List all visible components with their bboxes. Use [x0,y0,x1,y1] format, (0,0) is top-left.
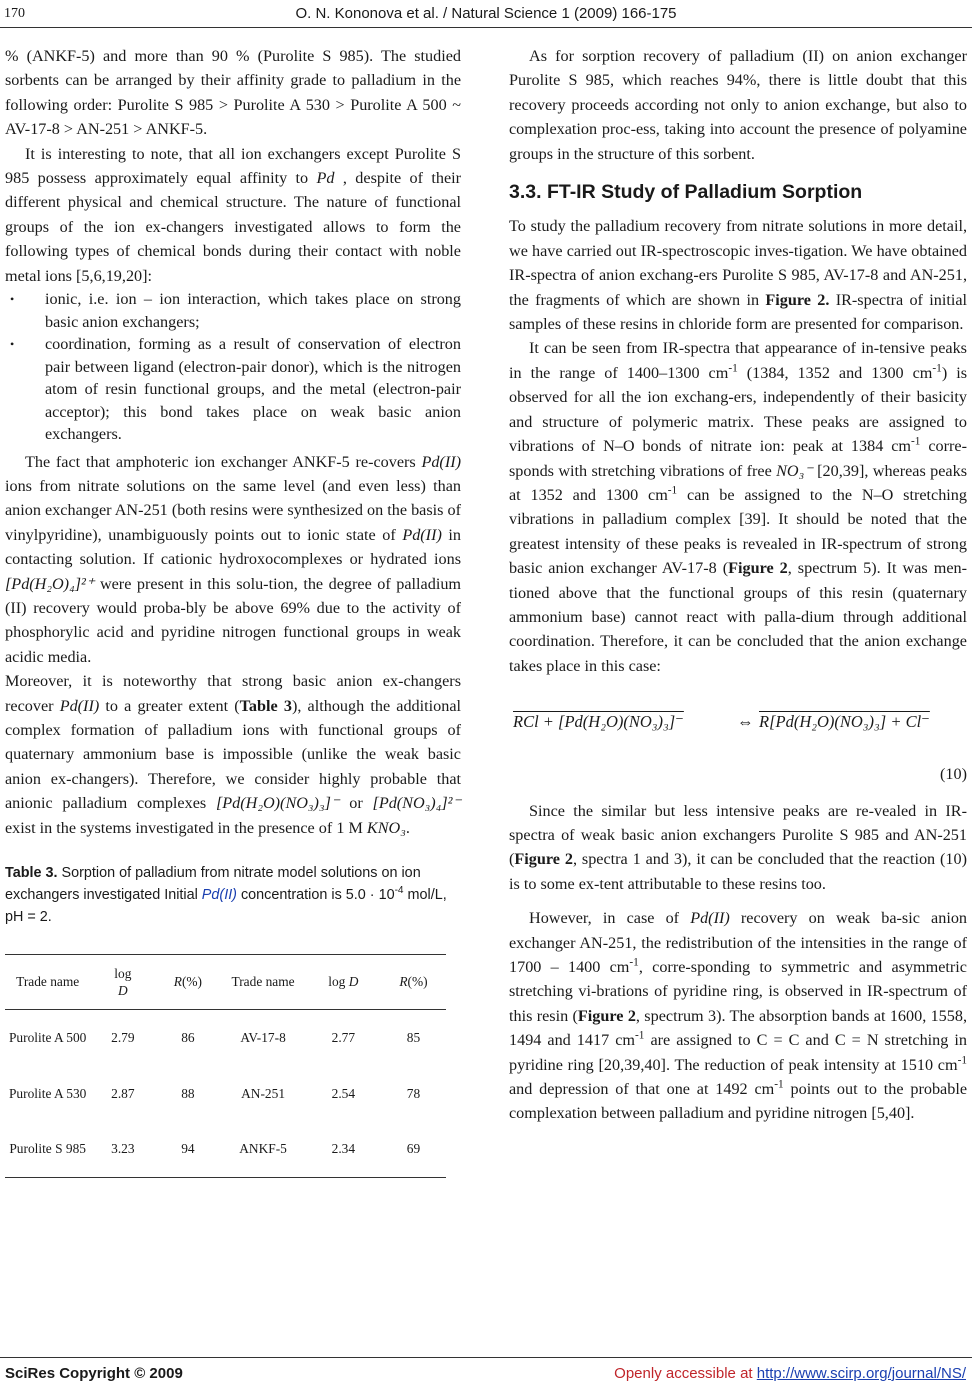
paragraph: It can be seen from IR-spectra that appearance of in-tensive peaks in the range of 1400–1300 $cm^{-1}$ (1384, 1352 and 1300 $cm^{-1}$) is observed for all the ion exchang-ers, independently of their basicity and structure of polymeric matrix. These peaks are assigned to vibrations of N–O bonds of nitrate ion: peak at 1384 $cm^{-1}$ corre-sponds with stretching vibrations of free NO₃⁻ [20,39], whereas peaks at 1352 and 1300 $cm^{-1}$ can be assigned to the N–O stretching vibrations in palladium complex [39]. It should be noted that the greatest intensity of these peaks is revealed in IR-spectrum of strong basic anion exchanger AV-17-8 (Figure 2, spectrum 5). It was men-tioned above that the functional groups of this resin (quaternary ammonium base) cannot react with palla-dium through additional coordination. Therefore, it can be concluded that the anion exchange takes place in this case: [509,339,968,675]
paragraph: Since the similar but less intensive peaks are re-vealed in IR-spectra of weak basic anion exchangers Purolite S 985 and AN-251 (Figure 2, spectra 1 and 3), it can be concluded that the reaction (10) is to some ex-tent attributable to these resins too. [509,801,967,893]
equation-number: (10) [940,765,967,784]
figure-ref[interactable]: Figure 2 [728,559,788,578]
equation-left: RCl + [Pd(H₂O)(NO₃)₃]⁻ [513,712,684,732]
right-column [509,44,967,1126]
table-3 [5,955,446,1178]
math-pd-ii: Pd(II) [421,452,461,471]
header-rule [0,27,972,28]
list-item: • coordination, forming as a result of conservation of electron pair between ligand (electron-pair donor), which is the nitrogen atom of resin functional groups, and the metal (electron-pair acceptor); this bond takes place on weak basic anion exchangers. [45,333,461,446]
left-column [5,44,461,1178]
math-kno3: KNO₃ [366,818,406,837]
open-access-note: Openly accessible at http://www.scirp.org/journal/NS/ [614,1365,966,1382]
math-pd-h2o-no3: [Pd(H₂O)(NO₃)₃]⁻ [215,794,340,813]
table-row: Purolite S 985 3.23 94 ANKF-5 2.34 69 [5,1121,446,1177]
figure-ref[interactable]: Figure 2 [577,1006,636,1025]
col-header-log-d: log D [114,965,132,998]
equation-arrow: ⇔ [737,712,754,732]
math-pd-ii: Pd(II) [690,909,730,928]
list-item: • ionic, i.e. ion – ion interaction, which takes place on strong basic anion exchangers; [45,288,461,333]
table-header-row [5,955,446,1009]
bullet-list [5,288,461,446]
math-pd-ii: Pd(II) [402,525,442,544]
footer-rule [0,1357,972,1358]
math-pd-no3-4: [Pd(NO₃)₄]²⁻ [372,794,462,813]
col-header-r: R(%) [399,974,428,990]
paragraph: It is interesting to note, that all ion exchangers except Purolite S 985 possess approximately equal affinity to Pd , despite of their different physical and chemical structure. The nature of functional groups of the ion ex-changers investigated allows to form the following types of chemical bonds during their contact with noble metal ions [5,6,19,20]: [5,144,462,285]
journal-link[interactable]: http://www.scirp.org/journal/NS/ [756,1365,966,1382]
paragraph: However, in case of Pd(II) recovery on weak ba-sic anion exchanger AN-251, the redistribution of the intensities in the range of 1700 – 1400 $cm^{-1}$, corre-sponding to symmetric and asymmetric stretching vi-brations of pyridine ring, is observed in IR-spectrum of this resin (Figure 2, spectrum 3). The absorption bands at 1600, 1558, 1494 and 1417 $cm^{-1}$ are assigned to C = C and C = N stretching in pyridine ring [20,39,40]. The reduction of peak intensity at 1510 $cm^{-1}$ and depression of that one at 1492 $cm^{-1}$ points out to the probable complexation between palladium and pyridine nitrogen [5,40]. [509,909,968,1123]
col-header-trade-name: Trade name [231,974,295,990]
figure-ref[interactable]: Figure 2. [765,290,830,309]
page-number: 170 [4,6,25,21]
col-header-r: R(%) [173,974,203,990]
section-heading: 3.3. FT-IR Study of Palladium Sorption [509,181,863,204]
table-row: Purolite A 530 2.87 88 AN-251 2.54 78 [8,1085,421,1101]
table-row: Purolite A 500 2.79 86 AV-17-8 2.77 85 [8,1029,421,1045]
math-pd-h2o4: [Pd(H₂O)₄]²⁺ [5,574,95,593]
copyright: SciRes Copyright © 2009 [5,1365,183,1382]
equation-right: R[Pd(H₂O)(NO₃)₃] + Cl⁻ [759,712,930,732]
table-3-caption: Table 3. Sorption of palladium from nitrate model solutions on ion exchangers investigated Initial Pd(II) concentration is $5.0 \cdot 10^{-4}$ mol/L, pH = 2. [5,865,447,926]
paragraph: To study the palladium recovery from nitrate solutions in more detail, we have carried out IR-spectroscopic inves-tigation. We have obtained IR-spectra of anion exchang-ers Purolite S 985, AV-17-8 and AN-251, the fragments of which are shown in Figure 2. IR-spectra of initial samples of these resins in chloride form are presented for comparison. [509,217,968,334]
figure-ref[interactable]: Figure 2 [514,850,573,869]
equation-10 [509,700,967,750]
col-header-log-d: log D [328,974,359,990]
running-title: O. N. Kononova et al. / Natural Science 1 (2009) 166-175 [295,5,677,22]
col-header-trade-name: Trade name [16,974,80,990]
paragraph: % (ANKF-5) and more than 90 % (Purolite S 985). The studied sorbents can be arranged by their affinity grade to palladium in the following order: Purolite S 985 > Purolite A 530 > Purolite A 500 ~ AV-17-8 > AN-251 > ANKF-5. [5,47,461,139]
math-pd: Pd [316,169,335,188]
math-no3-minus: NO₃⁻ [776,461,813,480]
paragraph: Moreover, it is noteworthy that strong basic anion ex-changers recover Pd(II) to a greater extent (Table 3), although the additional complex formation of palladium ions with functional groups of quaternary ammonium base is impossible (unlike the weak basic anion ex-changers). Therefore, we consider highly probable that anionic palladium complexes [Pd(H₂O)(NO₃)₃]⁻ or [Pd(NO₃)₄]²⁻ exist in the systems investigated in the presence of 1 M KNO₃. [5,672,462,837]
paragraph: As for sorption recovery of palladium (II) on anion exchanger Purolite S 985, which reaches 94%, there is little doubt that this recovery proceeds according not only to anion exchange, but also to complexation proc-ess, taking into account the presence of polyamine groups in the structure of this sorbent. [509,47,967,163]
paragraph: The fact that amphoteric ion exchanger ANKF-5 re-covers Pd(II) ions from nitrate solutions on the same level (and even less) than anion exchanger AN-251 (both resins were synthesized on the basis of vinylpyridine), unambiguously points out to ionic state of Pd(II) in contacting solution. If cationic hydroxocomplexes or hydrated ions [Pd(H₂O)₄]²⁺ were present in this solu-tion, the degree of palladium (II) recovery would proba-bly be above 69% due to the activity of phosphorylic acid and pyridine nitrogen functional groups in weak acidic media. [5,452,462,666]
table-ref[interactable]: Table 3 [239,696,292,715]
math-pd-ii: Pd(II) [59,696,100,715]
